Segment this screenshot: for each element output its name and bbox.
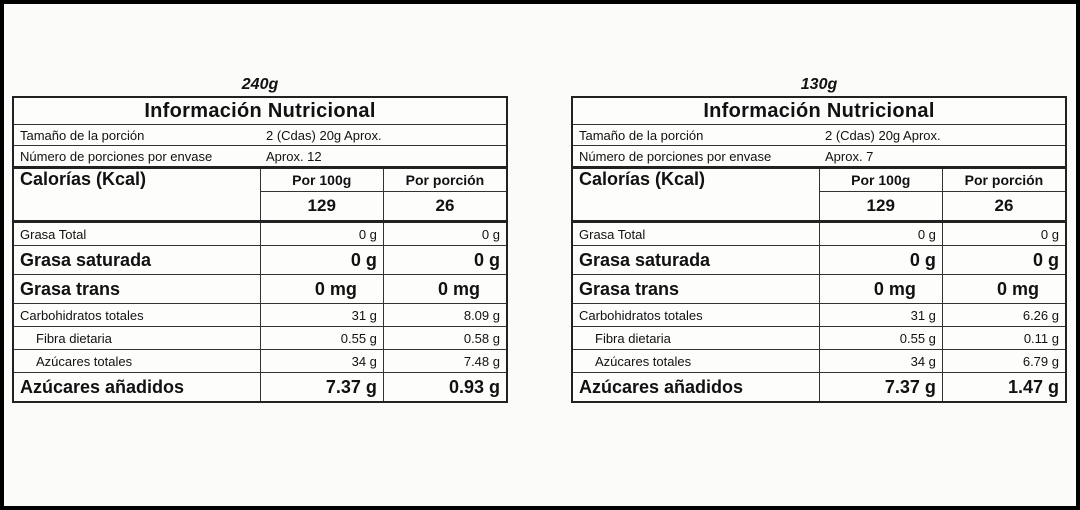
servings-per-package-value: Aprox. 12 [266,148,322,164]
table-row [13,222,507,246]
value-per-portion: 7.48 g [383,350,507,373]
table-row [13,275,507,304]
nutrient-label: Azúcares añadidos [572,373,819,403]
value-per-portion: 0.93 g [383,373,507,403]
nutrient-label: Grasa trans [572,275,819,304]
table-row [13,246,507,275]
value-per-100g: 34 g [819,350,942,373]
table-row [13,327,507,350]
value-per-100g: 0.55 g [260,327,383,350]
servings-per-package-label: Número de porciones por envase [20,148,213,164]
servings-per-package-label: Número de porciones por envase [579,148,772,164]
calories-per-100g: 129 [260,192,383,222]
nutrient-label: Carbohidratos totales [572,304,819,327]
nutrient-label: Grasa Total [13,222,260,246]
column-header-per-100g: Por 100g [260,168,383,192]
package-size: 130g [800,76,838,93]
servings-per-package-row [572,146,1066,168]
serving-size-value: 2 (Cdas) 20g Aprox. [825,127,941,143]
table-row [13,373,507,403]
value-per-100g: 0 g [819,246,942,275]
table-row [572,373,1066,403]
serving-size-label: Tamaño de la porción [20,127,145,143]
nutrient-label: Grasa saturada [13,246,260,275]
value-per-portion: 8.09 g [383,304,507,327]
table-row [572,350,1066,373]
nutrition-table [12,96,508,403]
column-header-per-portion: Por porción [942,168,1066,192]
value-per-portion: 6.26 g [942,304,1066,327]
value-per-100g: 7.37 g [819,373,942,403]
value-per-100g: 0 g [819,222,942,246]
nutrient-label: Azúcares totales [13,350,260,373]
value-per-portion: 0 mg [383,275,507,304]
nutrition-title: Información Nutricional [572,97,1066,125]
value-per-portion: 1.47 g [942,373,1066,403]
value-per-portion: 0.11 g [942,327,1066,350]
serving-size-row [13,125,507,146]
value-per-100g: 0 mg [260,275,383,304]
value-per-100g: 0 mg [819,275,942,304]
value-per-100g: 0.55 g [819,327,942,350]
column-header-per-100g: Por 100g [819,168,942,192]
table-row [572,327,1066,350]
serving-size-value: 2 (Cdas) 20g Aprox. [266,127,382,143]
nutrient-label: Azúcares añadidos [13,373,260,403]
serving-size-row [572,125,1066,146]
nutrient-label: Azúcares totales [572,350,819,373]
nutrition-table [571,96,1067,403]
table-row [13,304,507,327]
nutrient-label: Carbohidratos totales [13,304,260,327]
calories-per-100g: 129 [819,192,942,222]
table-row [572,304,1066,327]
nutrient-label: Grasa Total [572,222,819,246]
table-row [572,222,1066,246]
nutrient-label: Grasa trans [13,275,260,304]
servings-per-package-value: Aprox. 7 [825,148,874,164]
nutrition-title: Información Nutricional [13,97,507,125]
nutrition-panel-130g [571,74,1067,403]
value-per-100g: 0 g [260,246,383,275]
value-per-portion: 0 g [383,222,507,246]
value-per-portion: 0 g [942,246,1066,275]
servings-per-package-row [13,146,507,168]
value-per-100g: 7.37 g [260,373,383,403]
column-header-per-portion: Por porción [383,168,507,192]
nutrient-label: Fibra dietaria [13,327,260,350]
calories-label: Calorías (Kcal) [572,168,819,222]
serving-size-label: Tamaño de la porción [579,127,704,143]
nutrition-panel-240g [12,74,508,403]
document-frame [4,4,1076,506]
calories-per-portion: 26 [383,192,507,222]
table-row [572,275,1066,304]
value-per-portion: 0 mg [942,275,1066,304]
nutrient-label: Grasa saturada [572,246,819,275]
value-per-portion: 0 g [942,222,1066,246]
value-per-portion: 0 g [383,246,507,275]
value-per-100g: 0 g [260,222,383,246]
value-per-portion: 0.58 g [383,327,507,350]
nutrient-label: Fibra dietaria [572,327,819,350]
calories-per-portion: 26 [942,192,1066,222]
value-per-100g: 34 g [260,350,383,373]
table-row [13,350,507,373]
package-size: 240g [241,76,279,93]
value-per-portion: 6.79 g [942,350,1066,373]
table-row [572,246,1066,275]
calories-label: Calorías (Kcal) [13,168,260,222]
value-per-100g: 31 g [819,304,942,327]
value-per-100g: 31 g [260,304,383,327]
